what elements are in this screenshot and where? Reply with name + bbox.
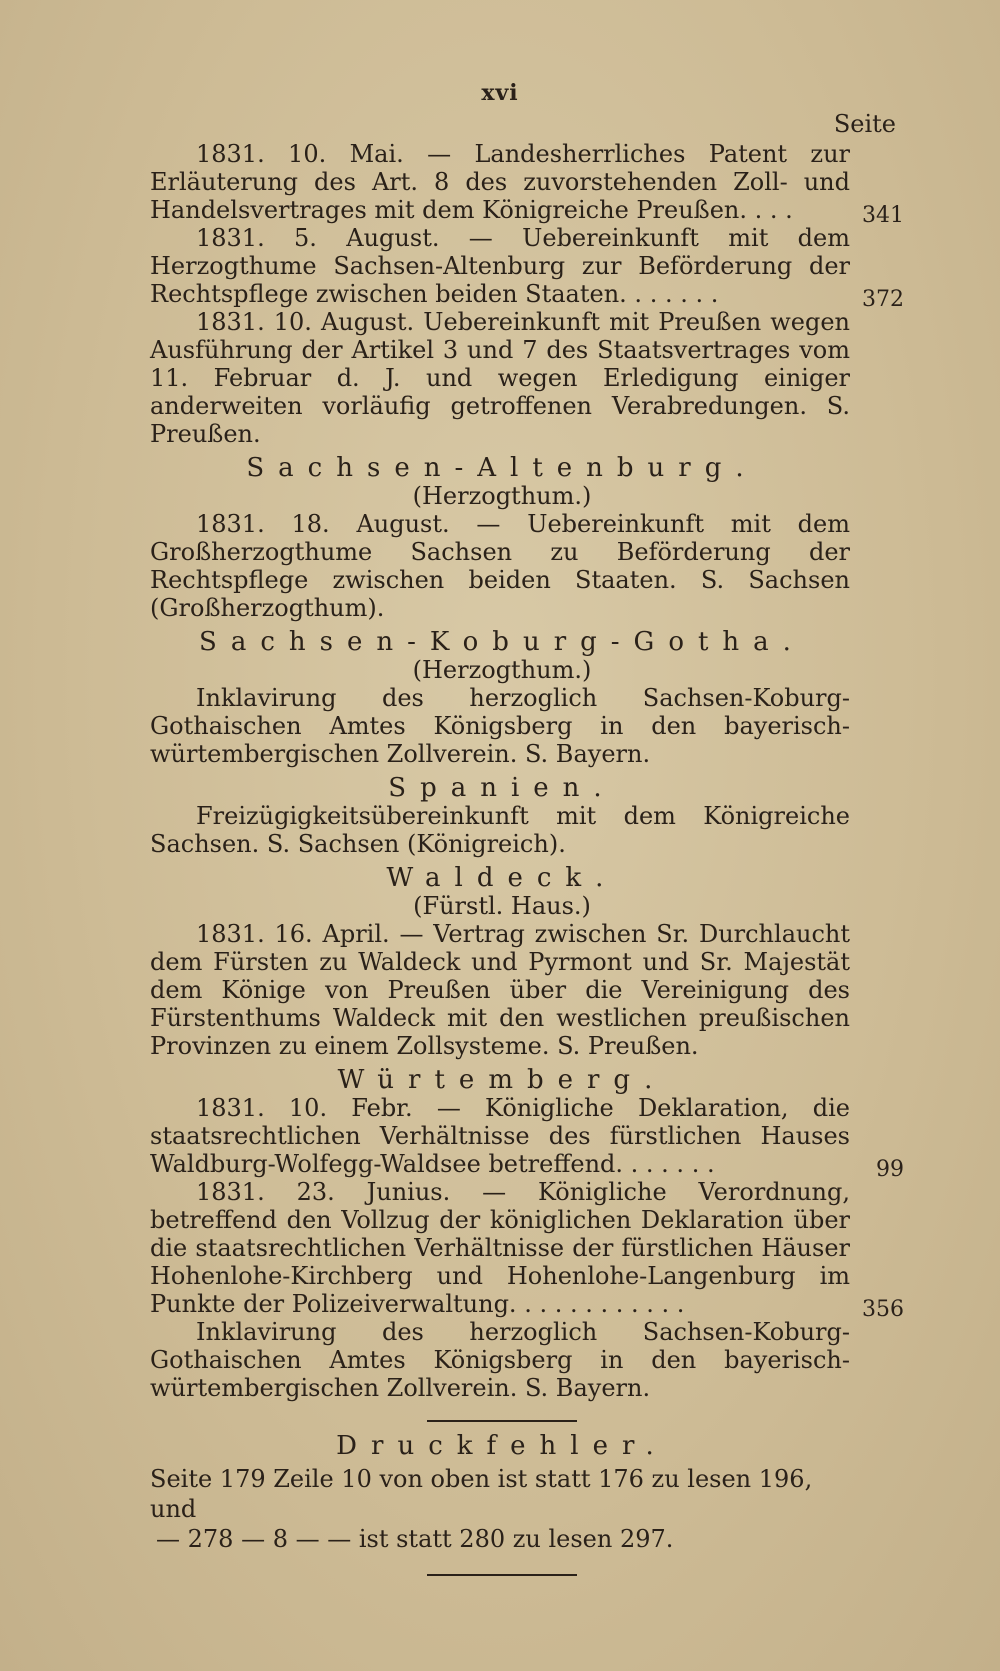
entry-page: 372 bbox=[862, 287, 904, 312]
section-spanien bbox=[150, 774, 854, 858]
section bbox=[150, 140, 904, 448]
entry-text: 1831. 10. Febr. — Königliche Deklaration, die staatsrechtlichen Verhältnisse des fürstlichen Hauses Waldburg-Wolfegg-Waldsee betreffend. . . . . . . bbox=[150, 1094, 850, 1178]
entry-page: 341 bbox=[862, 203, 904, 228]
entry-text: 1831. 10. Mai. — Landesherrliches Patent zur Erläuterung des Art. 8 des zuvorstehenden Zoll- und Handelsvertrages mit dem Königreiche Preußen. . . . bbox=[150, 140, 850, 224]
entry-text: Inklavirung des herzoglich Sachsen-Koburg-Gothaischen Amtes Königsberg in den bayerisch-würtembergischen Zollverein. S. Bayern. bbox=[150, 1318, 850, 1402]
entry-text: 1831. 10. August. Uebereinkunft mit Preußen wegen Ausführung der Artikel 3 und 7 des Staatsvertrages vom 11. Februar d. J. und wegen Erledigung einiger anderweiten vorläufig getroffenen Verabredungen. S. Preußen. bbox=[150, 308, 850, 448]
entry-text: Inklavirung des herzoglich Sachsen-Koburg-Gothaischen Amtes Königsberg in den bayerisch-würtembergischen Zollverein. S. Bayern. bbox=[150, 684, 850, 768]
section-heading: Sachsen-Koburg-Gotha. bbox=[199, 627, 805, 657]
section-subheading: (Herzogthum.) bbox=[412, 482, 592, 510]
entry-page: 356 bbox=[862, 1297, 904, 1322]
entry-page: 99 bbox=[876, 1157, 904, 1182]
section-wuertemberg bbox=[150, 1065, 904, 1402]
page-number: xvi bbox=[481, 80, 519, 106]
section-sachsen-altenburg bbox=[150, 454, 854, 622]
section-sachsen-koburg-gotha bbox=[150, 628, 854, 768]
errata-title: Druckfehler. bbox=[336, 1431, 668, 1461]
entry-text: Freizügigkeitsübereinkunft mit dem Königreiche Sachsen. S. Sachsen (Königreich). bbox=[150, 802, 850, 858]
index-entry bbox=[150, 802, 854, 858]
index-entry bbox=[150, 308, 854, 448]
index-entry bbox=[150, 140, 904, 228]
section-heading: Sachsen-Altenburg. bbox=[246, 453, 758, 483]
index-entry bbox=[150, 1178, 904, 1322]
section-waldeck bbox=[150, 864, 854, 1060]
section-subheading: (Fürstl. Haus.) bbox=[413, 892, 591, 920]
entry-text: 1831. 5. August. — Uebereinkunft mit dem Herzogthume Sachsen-Altenburg zur Beförderung der Rechtspflege zwischen beiden Staaten. . . . . . . bbox=[150, 224, 850, 308]
index-entry bbox=[150, 1094, 904, 1182]
entry-text: 1831. 18. August. — Uebereinkunft mit dem Großherzogthume Sachsen zu Beförderung der Rechtspflege zwischen beiden Staaten. S. Sachsen (Großherzogthum). bbox=[150, 510, 850, 622]
errata-line: — 278 — 8 — — ist statt 280 zu lesen 297. bbox=[156, 1525, 674, 1553]
section-heading: Spanien. bbox=[388, 773, 616, 803]
errata-section bbox=[150, 1432, 854, 1554]
index-entry bbox=[150, 684, 854, 768]
index-entry bbox=[150, 510, 854, 622]
entry-text: 1831. 16. April. — Vertrag zwischen Sr. Durchlaucht dem Fürsten zu Waldeck und Pyrmont und Sr. Majestät dem Könige von Preußen über die Vereinigung des Fürstenthums Waldeck mit den westlichen preußischen Provinzen zu einem Zollsysteme. S. Preußen. bbox=[150, 920, 850, 1060]
section-subheading: (Herzogthum.) bbox=[412, 656, 592, 684]
seite-label: Seite bbox=[833, 110, 896, 138]
section-heading: Waldeck. bbox=[386, 863, 618, 893]
index-entry bbox=[150, 920, 854, 1060]
entry-text: 1831. 23. Junius. — Königliche Verordnung, betreffend den Vollzug der königlichen Deklaration über die staatsrechtlichen Verhältnisse der fürstlichen Häuser Hohenlohe-Kirchberg und Hohenlohe-Langenburg im Punkte der Polizeiverwaltung. . . . . . . . . . . . bbox=[150, 1178, 850, 1318]
divider-rule bbox=[427, 1420, 577, 1422]
index-entry bbox=[150, 224, 904, 312]
index-content bbox=[150, 140, 904, 1576]
divider-rule bbox=[427, 1574, 577, 1576]
index-entry bbox=[150, 1318, 854, 1402]
errata-line: Seite 179 Zeile 10 von oben ist statt 176 zu lesen 196, und bbox=[150, 1465, 813, 1523]
section-heading: Würtemberg. bbox=[337, 1065, 667, 1095]
